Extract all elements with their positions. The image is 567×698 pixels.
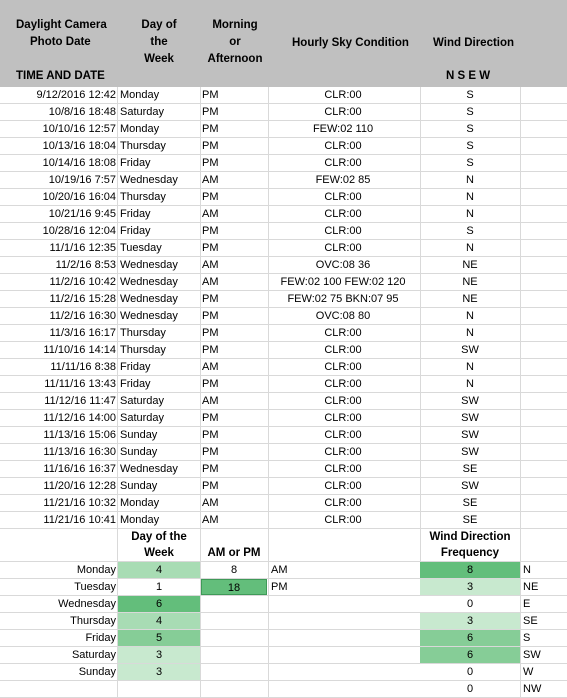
cell-sky: CLR:00 xyxy=(324,225,362,237)
cell-sky: OVC:08 36 xyxy=(315,259,371,271)
summary-wind-count: 0 xyxy=(420,681,520,697)
cell-ampm: PM xyxy=(202,344,219,356)
cell-date: 11/20/16 12:28 xyxy=(43,480,116,492)
cell-date: 10/28/16 12:04 xyxy=(42,225,116,237)
cell-day: Thursday xyxy=(120,327,166,339)
summary-ampm-label: PM xyxy=(271,581,288,593)
cell-day: Wednesday xyxy=(120,276,178,288)
table-row xyxy=(0,87,567,104)
summary-row-line xyxy=(0,646,567,647)
cell-date: 11/2/16 16:30 xyxy=(49,310,116,322)
cell-day: Wednesday xyxy=(120,463,178,475)
header-day-line2: Week xyxy=(144,53,174,65)
cell-date: 11/2/16 15:28 xyxy=(49,293,116,305)
summary-wind-count: 6 xyxy=(420,647,520,663)
cell-sky: CLR:00 xyxy=(324,327,362,339)
table-row xyxy=(0,138,567,155)
table-row xyxy=(0,444,567,461)
cell-wind: S xyxy=(466,140,474,152)
cell-wind: SW xyxy=(461,395,479,407)
summary-wind-header-line1: Wind Direction xyxy=(429,531,511,543)
summary-wind-label: NW xyxy=(523,683,542,695)
cell-wind: N xyxy=(466,327,474,339)
cell-date: 11/10/16 14:14 xyxy=(43,344,116,356)
cell-sky: FEW:02 110 xyxy=(312,123,374,135)
table-row xyxy=(0,359,567,376)
summary-day-count: 4 xyxy=(118,613,200,629)
table-row xyxy=(0,155,567,172)
cell-date: 11/12/16 14:00 xyxy=(43,412,116,424)
cell-ampm: PM xyxy=(202,429,219,441)
cell-date: 11/12/16 11:47 xyxy=(44,395,116,407)
header-ampm-line1: Morning or xyxy=(212,19,258,48)
cell-date: 11/2/16 10:42 xyxy=(49,276,116,288)
cell-date: 11/11/16 13:43 xyxy=(44,378,116,390)
summary-wind-header xyxy=(420,529,520,561)
summary-wind-count: 3 xyxy=(420,613,520,629)
summary-wind-label: W xyxy=(523,666,534,678)
table-row xyxy=(0,393,567,410)
cell-wind: N xyxy=(466,242,474,254)
summary-row-line xyxy=(0,561,567,562)
summary-wind-label: E xyxy=(523,598,531,610)
cell-date: 10/20/16 16:04 xyxy=(42,191,116,203)
table-row xyxy=(0,291,567,308)
cell-date: 10/21/16 9:45 xyxy=(48,208,116,220)
summary-wind-label: NE xyxy=(523,581,539,593)
cell-wind: SE xyxy=(462,514,478,526)
cell-wind: NE xyxy=(462,293,478,305)
cell-date: 11/3/16 16:17 xyxy=(49,327,116,339)
cell-date: 11/1/16 12:35 xyxy=(49,242,116,254)
cell-wind: N xyxy=(466,208,474,220)
cell-wind: SW xyxy=(461,412,479,424)
summary-wind-label: SE xyxy=(523,615,538,627)
table-row xyxy=(0,308,567,325)
summary-day-count: 4 xyxy=(118,562,200,578)
cell-day: Thursday xyxy=(120,344,166,356)
cell-wind: N xyxy=(466,378,474,390)
summary-day-label: Sunday xyxy=(78,666,116,678)
cell-date: 11/16/16 16:37 xyxy=(43,463,116,475)
summary-day-count: 1 xyxy=(118,579,200,595)
header-nsew: N S E W xyxy=(446,70,491,82)
cell-day: Friday xyxy=(120,378,151,390)
cell-wind: S xyxy=(466,106,474,118)
header-photo-date-line1: Daylight Camera xyxy=(16,19,107,31)
cell-day: Thursday xyxy=(120,191,166,203)
summary-day-label: Monday xyxy=(76,564,116,576)
table-row xyxy=(0,376,567,393)
summary-row-line xyxy=(0,680,567,681)
cell-date: 11/2/16 8:53 xyxy=(55,259,116,271)
header-photo-date xyxy=(16,17,107,51)
grid-line xyxy=(520,87,521,697)
cell-wind: NE xyxy=(462,259,478,271)
cell-wind: S xyxy=(466,89,474,101)
table-row xyxy=(0,478,567,495)
cell-wind: N xyxy=(466,361,474,373)
cell-sky: CLR:00 xyxy=(324,446,362,458)
cell-ampm: AM xyxy=(202,395,219,407)
cell-sky: CLR:00 xyxy=(324,463,362,475)
header-wind-direction: Wind Direction xyxy=(433,37,515,49)
summary-day-header-line2: Week xyxy=(144,547,174,559)
cell-wind: N xyxy=(466,174,474,186)
cell-wind: SW xyxy=(461,344,479,356)
cell-wind: SE xyxy=(462,497,478,509)
cell-sky: CLR:00 xyxy=(324,497,362,509)
cell-wind: SW xyxy=(461,446,479,458)
table-row xyxy=(0,104,567,121)
cell-ampm: PM xyxy=(202,480,219,492)
summary-wind-count: 3 xyxy=(420,579,520,595)
cell-ampm: PM xyxy=(202,293,219,305)
header-time-and-date: TIME AND DATE xyxy=(16,70,105,82)
summary-ampm-count: 8 xyxy=(201,562,267,578)
summary-ampm-count: 18 xyxy=(201,579,267,595)
cell-sky: CLR:00 xyxy=(324,191,362,203)
table-row xyxy=(0,427,567,444)
cell-wind: SW xyxy=(461,480,479,492)
cell-sky: CLR:00 xyxy=(324,429,362,441)
cell-ampm: PM xyxy=(202,123,219,135)
cell-ampm: PM xyxy=(202,242,219,254)
cell-date: 11/21/16 10:41 xyxy=(43,514,116,526)
cell-ampm: AM xyxy=(202,514,219,526)
summary-wind-label: N xyxy=(523,564,531,576)
table-row xyxy=(0,512,567,529)
table-row xyxy=(0,223,567,240)
cell-sky: CLR:00 xyxy=(324,395,362,407)
summary-day-count: 3 xyxy=(118,664,200,680)
summary-wind-count: 6 xyxy=(420,630,520,646)
table-row xyxy=(0,189,567,206)
summary-day-count: 5 xyxy=(118,630,200,646)
cell-day: Tuesday xyxy=(120,242,162,254)
cell-day: Sunday xyxy=(120,446,158,458)
header-morning-afternoon xyxy=(207,17,263,68)
header-day-of-week xyxy=(132,17,186,68)
header-photo-date-line2: Photo Date xyxy=(30,36,91,48)
cell-day: Monday xyxy=(120,123,160,135)
cell-ampm: PM xyxy=(202,106,219,118)
cell-ampm: PM xyxy=(202,446,219,458)
cell-wind: N xyxy=(466,191,474,203)
cell-sky: FEW:02 75 BKN:07 95 xyxy=(287,293,399,305)
cell-date: 10/13/16 18:04 xyxy=(42,140,116,152)
table-row xyxy=(0,495,567,512)
cell-ampm: AM xyxy=(202,174,219,186)
header-day-line1: Day of the xyxy=(141,19,177,48)
table-row xyxy=(0,172,567,189)
cell-day: Sunday xyxy=(120,429,158,441)
summary-row-line xyxy=(0,578,567,579)
cell-day: Saturday xyxy=(120,106,165,118)
cell-ampm: AM xyxy=(202,259,219,271)
cell-wind: NE xyxy=(462,276,478,288)
cell-sky: CLR:00 xyxy=(324,242,362,254)
cell-sky: CLR:00 xyxy=(324,412,362,424)
cell-wind: S xyxy=(466,225,474,237)
cell-ampm: PM xyxy=(202,157,219,169)
cell-day: Friday xyxy=(120,225,151,237)
header-sky-condition: Hourly Sky Condition xyxy=(292,37,409,49)
cell-day: Friday xyxy=(120,361,151,373)
cell-sky: CLR:00 xyxy=(324,514,362,526)
summary-day-label: Thursday xyxy=(70,615,116,627)
summary-ampm-header: AM or PM xyxy=(207,547,261,559)
cell-date: 10/14/16 18:08 xyxy=(42,157,116,169)
cell-ampm: PM xyxy=(202,412,219,424)
cell-wind: N xyxy=(466,310,474,322)
summary-row-line xyxy=(0,663,567,664)
table-row xyxy=(0,461,567,478)
cell-ampm: PM xyxy=(202,89,219,101)
summary-day-label: Tuesday xyxy=(74,581,116,593)
cell-ampm: AM xyxy=(202,497,219,509)
cell-sky: CLR:00 xyxy=(324,208,362,220)
cell-sky: CLR:00 xyxy=(324,378,362,390)
cell-date: 10/10/16 12:57 xyxy=(42,123,116,135)
table-row xyxy=(0,325,567,342)
summary-wind-count: 0 xyxy=(420,664,520,680)
table-row xyxy=(0,121,567,138)
cell-wind: S xyxy=(466,123,474,135)
grid-line xyxy=(268,87,269,697)
cell-sky: CLR:00 xyxy=(324,480,362,492)
cell-sky: FEW:02 100 FEW:02 120 xyxy=(280,276,406,288)
table-row xyxy=(0,274,567,291)
cell-ampm: PM xyxy=(202,463,219,475)
cell-day: Wednesday xyxy=(120,174,178,186)
cell-wind: S xyxy=(466,157,474,169)
cell-wind: SE xyxy=(462,463,478,475)
summary-row-line xyxy=(0,595,567,596)
cell-sky: CLR:00 xyxy=(324,361,362,373)
summary-day-header-line1: Day of the xyxy=(131,531,187,543)
summary-day-label: Saturday xyxy=(71,649,116,661)
cell-date: 9/12/2016 12:42 xyxy=(36,89,116,101)
cell-day: Sunday xyxy=(120,480,158,492)
cell-ampm: PM xyxy=(202,327,219,339)
cell-date: 11/13/16 15:06 xyxy=(43,429,116,441)
cell-day: Wednesday xyxy=(120,293,178,305)
grid-line xyxy=(200,87,201,697)
cell-sky: FEW:02 85 xyxy=(315,174,371,186)
cell-sky: CLR:00 xyxy=(324,140,362,152)
cell-ampm: AM xyxy=(202,276,219,288)
cell-day: Saturday xyxy=(120,395,165,407)
summary-day-count: 6 xyxy=(118,596,200,612)
cell-day: Monday xyxy=(120,497,160,509)
cell-day: Monday xyxy=(120,89,160,101)
summary-wind-count: 8 xyxy=(420,562,520,578)
cell-date: 10/8/16 18:48 xyxy=(48,106,116,118)
cell-sky: CLR:00 xyxy=(324,344,362,356)
summary-wind-header-line2: Frequency xyxy=(440,547,500,559)
summary-wind-count: 0 xyxy=(420,596,520,612)
cell-wind: SW xyxy=(461,429,479,441)
cell-day: Friday xyxy=(120,157,151,169)
table-row xyxy=(0,342,567,359)
table-row xyxy=(0,206,567,223)
header-ampm-line2: Afternoon xyxy=(207,53,263,65)
table-row xyxy=(0,257,567,274)
cell-date: 11/21/16 10:32 xyxy=(43,497,116,509)
header-band xyxy=(0,0,567,87)
table-row xyxy=(0,240,567,257)
cell-sky: CLR:00 xyxy=(324,89,362,101)
summary-day-header xyxy=(118,529,200,561)
cell-date: 11/13/16 16:30 xyxy=(43,446,116,458)
cell-ampm: AM xyxy=(202,208,219,220)
summary-day-label: Friday xyxy=(85,632,116,644)
cell-sky: OVC:08 80 xyxy=(315,310,371,322)
cell-day: Wednesday xyxy=(120,310,178,322)
cell-day: Monday xyxy=(120,514,160,526)
cell-ampm: PM xyxy=(202,378,219,390)
summary-day-count: 3 xyxy=(118,647,200,663)
cell-ampm: AM xyxy=(202,361,219,373)
summary-row-line xyxy=(0,629,567,630)
summary-wind-label: SW xyxy=(523,649,541,661)
summary-ampm-label: AM xyxy=(271,564,288,576)
cell-ampm: PM xyxy=(202,140,219,152)
cell-sky: CLR:00 xyxy=(324,157,362,169)
cell-ampm: PM xyxy=(202,310,219,322)
cell-date: 10/19/16 7:57 xyxy=(48,174,116,186)
cell-ampm: PM xyxy=(202,225,219,237)
cell-day: Saturday xyxy=(120,412,165,424)
summary-wind-label: S xyxy=(523,632,531,644)
cell-date: 11/11/16 8:38 xyxy=(50,361,116,373)
cell-ampm: PM xyxy=(202,191,219,203)
table-row xyxy=(0,410,567,427)
summary-day-label: Wednesday xyxy=(58,598,116,610)
cell-day: Wednesday xyxy=(120,259,178,271)
cell-day: Friday xyxy=(120,208,151,220)
summary-row-line xyxy=(0,612,567,613)
cell-day: Thursday xyxy=(120,140,166,152)
cell-sky: CLR:00 xyxy=(324,106,362,118)
